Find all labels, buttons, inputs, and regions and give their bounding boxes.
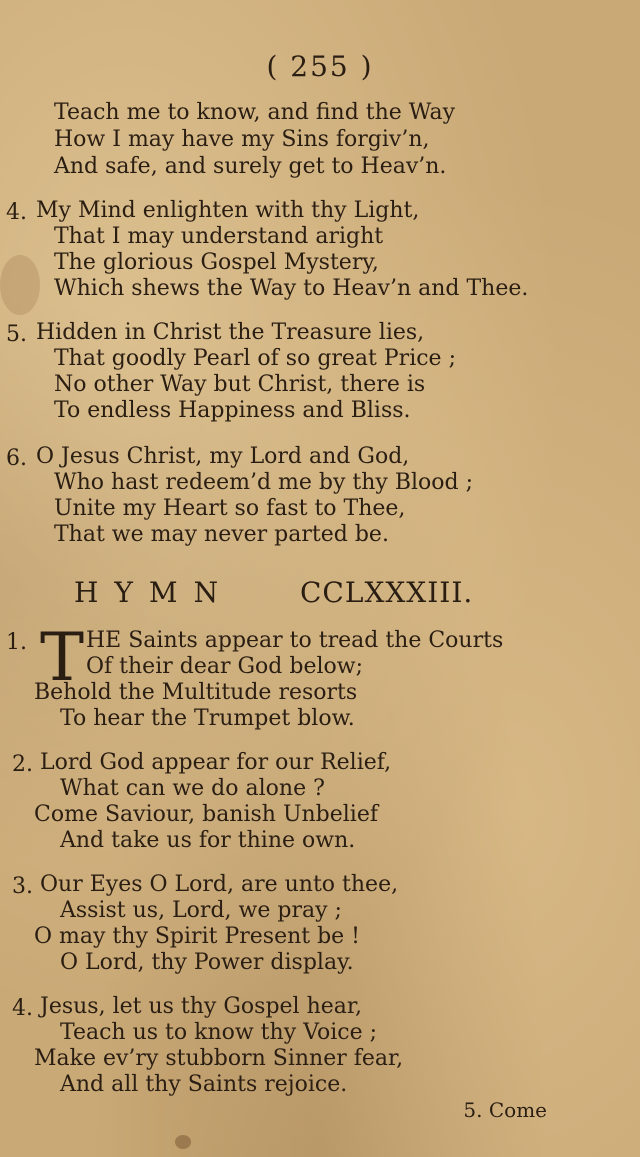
verse-line: HE Saints appear to tread the Courts <box>86 628 504 653</box>
verse-line: That we may never parted be. <box>54 522 389 547</box>
page-number: ( 255 ) <box>266 50 374 83</box>
verse-line: O Jesus Christ, my Lord and God, <box>36 444 410 469</box>
verse-line: Teach me to know, and find the Way <box>54 100 456 125</box>
drop-cap: T <box>40 619 85 696</box>
verse-line: Behold the Multitude resorts <box>34 680 358 705</box>
verse-line: And safe, and surely get to Heav’n. <box>54 154 447 179</box>
verse-line: How I may have my Sins forgiv’n, <box>54 127 430 152</box>
verse-line: That I may understand aright <box>54 224 384 249</box>
verse-line: Come Saviour, banish Unbelief <box>34 802 379 827</box>
verse-line: The glorious Gospel Mystery, <box>54 250 379 275</box>
hymn-title: HYMN <box>74 576 235 609</box>
verse-line: And take us for thine own. <box>60 828 356 853</box>
verse-line: Unite my Heart so fast to Thee, <box>54 496 406 521</box>
stanza-number: 4. <box>12 996 33 1021</box>
paper-stain <box>0 255 40 315</box>
stanza-number: 6. <box>6 446 27 471</box>
verse-line: And all thy Saints rejoice. <box>60 1072 348 1097</box>
verse-line: Lord God appear for our Relief, <box>40 750 392 775</box>
verse-line: What can we do alone ? <box>60 776 325 801</box>
verse-line: Which shews the Way to Heav’n and Thee. <box>54 276 529 301</box>
verse-line: Make ev’ry stubborn Sinner fear, <box>34 1046 404 1071</box>
verse-line: To endless Happiness and Bliss. <box>54 398 411 423</box>
hymn-number: CCLXXXIII. <box>300 576 474 609</box>
verse-line: Jesus, let us thy Gospel hear, <box>40 994 362 1019</box>
stanza-number: 1. <box>6 630 27 655</box>
stanza-number: 4. <box>6 200 27 225</box>
verse-line: Of their dear God below; <box>86 654 363 679</box>
verse-line: To hear the Trumpet blow. <box>60 706 355 731</box>
verse-line: Our Eyes O Lord, are unto thee, <box>40 872 399 897</box>
paper-stain <box>175 1135 191 1149</box>
verse-line: Hidden in Christ the Treasure lies, <box>36 320 425 345</box>
verse-line: Who hast redeem’d me by thy Blood ; <box>54 470 474 495</box>
verse-line: Assist us, Lord, we pray ; <box>60 898 342 923</box>
stanza-number: 3. <box>12 874 33 899</box>
verse-line: My Mind enlighten with thy Light, <box>36 198 420 223</box>
stanza-number: 2. <box>12 752 33 777</box>
verse-line: That goodly Pearl of so great Price ; <box>54 346 456 371</box>
verse-line: O Lord, thy Power display. <box>60 950 354 975</box>
catchword: 5. Come <box>463 1098 547 1122</box>
verse-line: Teach us to know thy Voice ; <box>60 1020 378 1045</box>
verse-line: No other Way but Christ, there is <box>54 372 426 397</box>
stanza-number: 5. <box>6 322 27 347</box>
verse-line: O may thy Spirit Present be ! <box>34 924 361 949</box>
